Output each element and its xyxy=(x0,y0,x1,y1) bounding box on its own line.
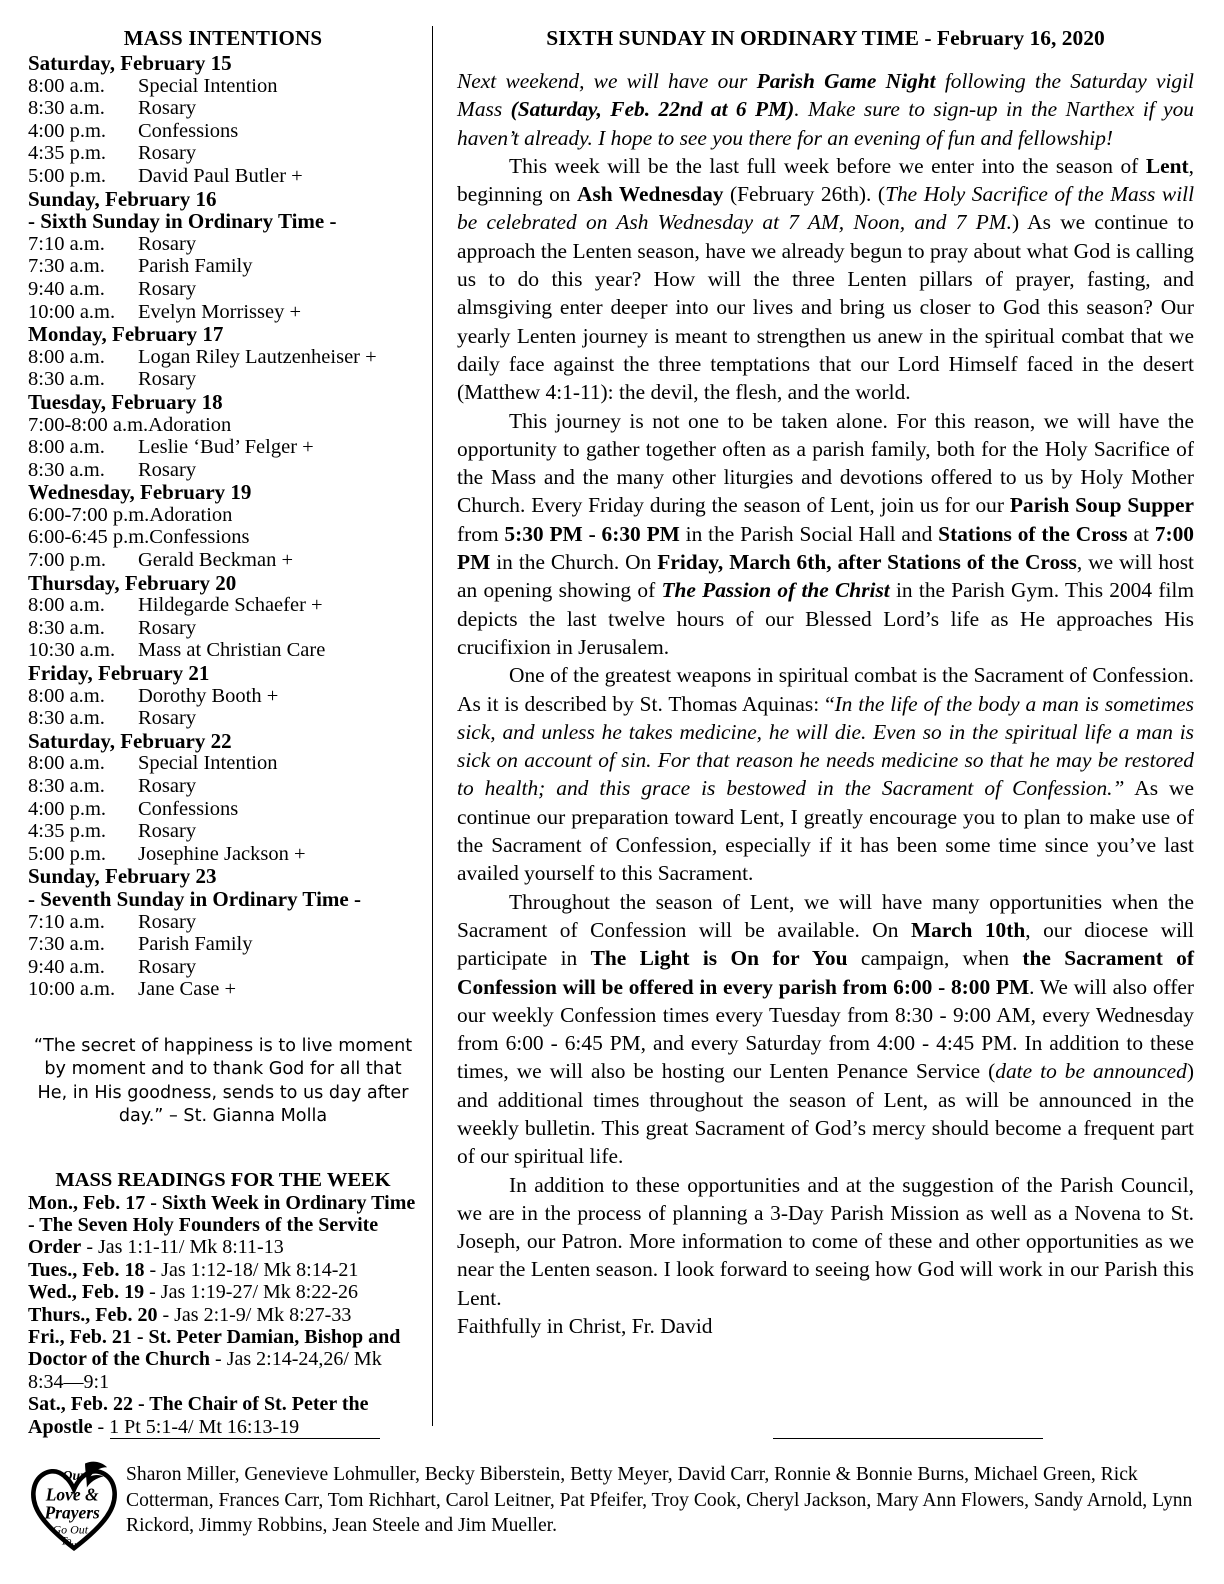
journey-paragraph xyxy=(457,407,1194,662)
mass-time: 6:00-6:45 p.m. xyxy=(28,526,150,549)
mass-detail: Special Intention xyxy=(138,752,278,775)
mass-intention-row xyxy=(28,75,418,98)
footer xyxy=(28,1450,1194,1570)
mass-time: 7:10 a.m. xyxy=(28,910,105,933)
mass-detail: Rosary xyxy=(138,277,197,300)
mass-detail: Rosary xyxy=(138,775,197,797)
march-10-label: March 10th xyxy=(910,917,1026,942)
mass-detail: Rosary xyxy=(138,616,197,639)
mass-time: 4:35 p.m. xyxy=(28,142,107,165)
mass-detail: Adoration xyxy=(149,503,233,526)
mass-intention-row xyxy=(28,233,418,256)
mass-day-heading: Sunday, February 23 xyxy=(28,864,217,889)
intro-text-1: Next weekend, we will have our xyxy=(457,69,757,93)
soup-supper-time: 5:30 PM - 6:30 PM xyxy=(504,521,680,546)
mass-detail: Rosary xyxy=(138,910,197,933)
opportunities-text-4: . We will also offer our weekly Confession times every Tuesday from 8:30 - 9:00 AM, every Wednesday from 6:00 - 6:45 PM, and every Saturday from 4:00 - 4:45 PM. In addition to these times, we will also be hosting our Lenten Penance Service ( xyxy=(457,974,1194,1084)
mass-day-heading: Wednesday, February 19 xyxy=(28,480,252,505)
mass-intention-row xyxy=(28,504,418,527)
reading-row xyxy=(28,1393,418,1438)
journey-text-1: This journey is not one to be taken alone. For this reason, we will have the opportunity to gather together often as a parish family, both for the Holy Sacrifice of the Mass and the many other liturgies and devotions offered to us by Holy Mother Church. Every Friday during the season of Lent, join us for our xyxy=(457,408,1194,518)
mass-detail: Parish Family xyxy=(138,255,253,278)
mass-detail: David Paul Butler + xyxy=(138,164,303,187)
reading-day-label: Sat., Feb. 22 - The Chair of St. Peter the Apostle xyxy=(28,1393,369,1438)
penance-service-date-note: date to be announced xyxy=(995,1059,1187,1084)
reading-day-label: Fri., Feb. 21 - St. Peter Damian, Bishop and Doctor of the Church xyxy=(28,1326,401,1371)
svg-text:Our: Our xyxy=(62,1468,86,1484)
intro-text-3: . Make sure to sign-up in the Narthex if you haven’t already. I hope to see you there for an evening of fun and fellowship! xyxy=(457,97,1195,150)
mass-time: 8:00 a.m. xyxy=(28,436,105,459)
mass-detail: Adoration xyxy=(148,413,232,436)
mass-day-heading: Saturday, February 15 xyxy=(28,51,232,75)
mass-detail: Rosary xyxy=(138,820,197,843)
mass-intention-row xyxy=(28,278,418,301)
mass-detail: Jane Case + xyxy=(138,978,237,1001)
bulletin-header: SIXTH SUNDAY IN ORDINARY TIME - February 16, 2020 xyxy=(546,26,1105,50)
mass-intention-row xyxy=(28,911,418,934)
mass-time: 8:30 a.m. xyxy=(28,368,105,391)
reading-citation: - Jas 1:1-11/ Mk 8:11-13 xyxy=(81,1236,284,1259)
mass-time: 7:00 p.m. xyxy=(28,549,107,572)
love-and-prayers-heart-dove-icon xyxy=(28,1456,120,1552)
reading-day-label: Thurs., Feb. 20 xyxy=(28,1303,158,1326)
mass-time: 7:30 a.m. xyxy=(28,933,105,956)
mass-intention-row xyxy=(28,142,418,165)
mass-time: 8:00 a.m. xyxy=(28,752,105,775)
reading-day-label: Tues., Feb. 18 xyxy=(28,1258,145,1281)
mass-intention-row xyxy=(28,617,418,640)
parish-game-night-label: Parish Game Night xyxy=(756,69,936,93)
mass-time: 10:30 a.m. xyxy=(28,639,116,662)
mass-intention-row xyxy=(28,436,418,459)
journey-text-2: from xyxy=(457,521,505,546)
ash-wednesday-label: Ash Wednesday xyxy=(577,182,724,207)
mass-time: 5:00 p.m. xyxy=(28,164,107,187)
confession-paragraph xyxy=(457,661,1194,887)
lent-text-4: ) As we continue to approach the Lenten season, have we already begun to pray about what God is calling us to do this year? How will the three Lenten pillars of prayer, fasting, and almsgiving enter deeper into our lives and bring us closer to God this season? Our yearly Lenten journey is meant to strengthen us anew in the spiritual combat that we daily face against the three temptations that our Lord Himself faced in the desert (Matthew 4:1-11): the devil, the flesh, and the world. xyxy=(457,210,1194,405)
lent-text-1: This week will be the last full week before we enter into the season of xyxy=(509,153,1146,178)
journey-text-6: , we will host an opening showing of xyxy=(457,550,1194,603)
mass-time: 8:00 a.m. xyxy=(28,74,105,97)
mass-day-subheading: - Sixth Sunday in Ordinary Time - xyxy=(28,209,337,234)
ash-wednesday-mass-times: The Holy Sacrifice of the Mass will be celebrated on Ash Wednesday at 7 AM, Noon, and 7 PM. xyxy=(457,182,1195,235)
journey-text-4: at xyxy=(1127,521,1155,546)
mass-readings-title: MASS READINGS FOR THE WEEK xyxy=(55,1168,391,1191)
mass-time: 6:00-7:00 p.m. xyxy=(28,503,150,526)
reading-row xyxy=(28,1326,418,1393)
reading-row xyxy=(28,1259,418,1281)
mass-time: 4:35 p.m. xyxy=(28,820,107,843)
mass-time: 10:00 a.m. xyxy=(28,300,116,323)
mission-paragraph: In addition to these opportunities and at the suggestion of the Parish Council, we are in the process of planning a 3-Day Parish Mission as well as a Novena to St. Joseph, our Patron. More information to come of these and other opportunities as we near the Lenten season. I look forward to seeing how God will work in our Parish this Lent. xyxy=(457,1172,1194,1310)
quote-block xyxy=(30,1035,416,1129)
mass-time: 8:00 a.m. xyxy=(28,684,105,707)
two-column-layout xyxy=(28,26,1194,1436)
mass-time: 5:00 p.m. xyxy=(28,842,107,865)
svg-text:Love &: Love & xyxy=(45,1484,99,1505)
mass-time: 7:10 a.m. xyxy=(28,232,105,255)
mass-detail: Gerald Beckman + xyxy=(138,549,294,572)
mass-time: 8:30 a.m. xyxy=(28,97,105,120)
mass-intention-row xyxy=(28,752,418,775)
mass-intention-row xyxy=(28,843,418,866)
mass-intentions-title: MASS INTENTIONS xyxy=(123,26,323,50)
mass-day-heading: Friday, February 21 xyxy=(28,661,210,686)
reading-citation: - Jas 1:12-18/ Mk 8:14-21 xyxy=(144,1258,359,1281)
mass-intention-row xyxy=(28,933,418,956)
reading-row xyxy=(28,1281,418,1303)
mass-intention-row xyxy=(28,255,418,278)
confession-text-2: As we continue our preparation toward Lent, I greatly encourage you to plan to make use of the Sacrament of Confession, especially if it has been some time since you’ve last availed yourself to this Sacrament. xyxy=(457,776,1194,886)
intro-paragraph xyxy=(457,67,1194,152)
signature-line: Faithfully in Christ, Fr. David xyxy=(457,1314,713,1339)
mass-intention-row xyxy=(28,165,418,188)
lent-text-3: (February 26th). ( xyxy=(723,182,886,207)
right-column xyxy=(451,26,1194,1340)
march-6-event-label: Friday, March 6th, after Stations of the Cross xyxy=(657,550,1077,575)
lent-paragraph xyxy=(457,152,1194,407)
mass-readings-list xyxy=(28,1192,418,1438)
mass-time: 7:00-8:00 a.m. xyxy=(28,413,149,436)
reading-day-label: Mon., Feb. 17 - Sixth Week in Ordinary Time - The Seven Holy Founders of the Servite Order xyxy=(28,1191,416,1259)
mass-intention-row xyxy=(28,639,418,662)
film-title: The Passion of the Christ xyxy=(661,578,890,603)
mass-detail: Rosary xyxy=(138,458,197,481)
opportunities-paragraph xyxy=(457,888,1194,1171)
mass-time: 8:30 a.m. xyxy=(28,775,105,797)
mass-day-heading: Monday, February 17 xyxy=(28,322,224,347)
opportunities-text-1: Throughout the season of Lent, we will have many opportunities when the Sacrament of Confession will be available. On xyxy=(457,889,1194,942)
mass-intention-row xyxy=(28,346,418,369)
mass-detail: Parish Family xyxy=(138,933,253,956)
mass-detail: Rosary xyxy=(138,232,197,255)
mass-day-heading: Sunday, February 16 xyxy=(28,186,217,211)
mass-intention-row xyxy=(28,594,418,617)
footer-rule-right xyxy=(773,1438,1043,1439)
mass-time: 10:00 a.m. xyxy=(28,978,116,1001)
mass-intention-row xyxy=(28,97,418,120)
aquinas-quote: In the life of the body a man is sometimes sick, and unless he takes medicine, he will die. Even so in the spiritual life a man is sick on account of sin. For that reason he needs medicine so that he may be restored to health; and this grace is bestowed in the Sacrament of Confession.” xyxy=(457,691,1194,801)
mass-intention-row xyxy=(28,956,418,979)
mass-day-heading: Saturday, February 22 xyxy=(28,728,232,753)
journey-text-5: in the Church. On xyxy=(490,550,658,575)
mass-intention-row xyxy=(28,775,418,798)
reading-citation: - Jas 2:14-24,26/ Mk 8:34—9:1 xyxy=(28,1348,382,1393)
mass-intention-row xyxy=(28,978,418,1001)
mass-time: 8:30 a.m. xyxy=(28,616,105,639)
opportunities-text-5: ) and additional times throughout the season of Lent, as will be announced in the weekly bulletin. This great Sacrament of God’s mercy should become a frequent part of our spiritual life. xyxy=(457,1059,1194,1169)
mass-detail: Confessions xyxy=(138,797,239,820)
mass-intention-row xyxy=(28,459,418,482)
mass-intention-row xyxy=(28,685,418,708)
opportunities-text-2: , our diocese will participate in xyxy=(457,917,1195,971)
mass-time: 8:30 a.m. xyxy=(28,707,105,730)
stations-time: 7:00 PM xyxy=(457,521,1194,575)
mass-detail: Mass at Christian Care xyxy=(138,639,326,662)
mass-intention-row xyxy=(28,820,418,843)
footer-rule-left xyxy=(110,1438,380,1439)
lent-text-2: , beginning on xyxy=(457,153,1194,207)
mass-detail: Confessions xyxy=(138,119,239,142)
mass-detail: Leslie ‘Bud’ Felger + xyxy=(138,436,314,459)
mass-detail: Dorothy Booth + xyxy=(138,684,279,707)
left-column xyxy=(28,26,432,1438)
quote-text: “The secret of happiness is to live moment by moment and to thank God for all that He, in His goodness, sends to us day after day.” – St. Gianna Molla xyxy=(33,1035,413,1127)
reading-day-label: Wed., Feb. 19 xyxy=(28,1281,145,1304)
mass-intention-row xyxy=(28,798,418,821)
mass-detail: Hildegarde Schaefer + xyxy=(138,594,323,617)
mass-detail: Evelyn Morrissey + xyxy=(138,300,302,323)
mass-day-heading: Tuesday, February 18 xyxy=(28,389,223,414)
reading-citation: - Jas 1:19-27/ Mk 8:22-26 xyxy=(144,1281,359,1304)
mass-intention-row xyxy=(28,120,418,143)
light-is-on-campaign-label: The Light is On for You xyxy=(590,946,848,971)
mass-detail: Confessions xyxy=(149,526,250,549)
svg-text:Prayers: Prayers xyxy=(44,1502,100,1523)
mass-detail: Rosary xyxy=(138,142,197,165)
mass-intention-row xyxy=(28,414,418,437)
mass-intention-row xyxy=(28,368,418,391)
mass-detail: Special Intention xyxy=(138,74,278,97)
game-night-datetime: (Saturday, Feb. 22nd at 6 PM) xyxy=(510,97,795,122)
intro-text-2: following the Saturday vigil Mass xyxy=(457,69,1194,122)
mass-time: 8:00 a.m. xyxy=(28,345,105,368)
mass-day-subheading: - Seventh Sunday in Ordinary Time - xyxy=(28,886,361,911)
mass-detail: Logan Riley Lautzenheiser + xyxy=(138,345,377,368)
opportunities-text-3: campaign, when xyxy=(847,946,1023,971)
mass-detail: Rosary xyxy=(138,97,197,120)
mass-time: 7:30 a.m. xyxy=(28,255,105,278)
stations-of-the-cross-label: Stations of the Cross xyxy=(938,521,1128,546)
mass-intention-row xyxy=(28,526,418,549)
diocesan-confession-times: the Sacrament of Confession will be offered in every parish from 6:00 - 8:00 PM xyxy=(457,946,1194,999)
mass-intentions-schedule xyxy=(28,52,418,1001)
parish-soup-supper-label: Parish Soup Supper xyxy=(1009,493,1194,518)
mass-time: 4:00 p.m. xyxy=(28,797,107,820)
mass-intention-row xyxy=(28,707,418,730)
reading-row xyxy=(28,1304,418,1326)
journey-text-7: in the Parish Gym. This 2004 film depicts the last twelve hours of our Blessed Lord’s life as He approaches His crucifixion in Jerusalem. xyxy=(457,578,1194,659)
mass-detail: Rosary xyxy=(138,955,197,978)
prayer-names-list: Sharon Miller, Genevieve Lohmuller, Becky Biberstein, Betty Meyer, David Carr, Ronnie & Bonnie Burns, Michael Green, Rick Cotterman, Frances Carr, Tom Richhart, Carol Leitner, Pat Pfeifer, Troy Cook, Cheryl Jackson, Mary Ann Flowers, Sandy Arnold, Lynn Rickord, Jimmy Robbins, Jean Steele and Jim Mueller. xyxy=(126,1464,1193,1537)
mass-detail: Rosary xyxy=(138,368,197,391)
mass-time: 8:00 a.m. xyxy=(28,594,105,617)
reading-citation: - Jas 2:1-9/ Mk 8:27-33 xyxy=(157,1303,352,1326)
reading-row xyxy=(28,1192,418,1259)
lent-label: Lent xyxy=(1145,153,1189,178)
mass-intention-row xyxy=(28,549,418,572)
mass-day-heading: Thursday, February 20 xyxy=(28,570,237,595)
mass-detail: Rosary xyxy=(138,707,197,730)
svg-text:Go Out: Go Out xyxy=(52,1522,89,1537)
mass-time: 8:30 a.m. xyxy=(28,458,105,481)
svg-text:To...: To... xyxy=(60,1535,80,1548)
confession-text-1: One of the greatest weapons in spiritual combat is the Sacrament of Confession. As it is described by St. Thomas Aquinas: “ xyxy=(457,663,1194,716)
mass-time: 9:40 a.m. xyxy=(28,277,105,300)
mass-detail: Josephine Jackson + xyxy=(138,842,306,865)
mass-time: 4:00 p.m. xyxy=(28,119,107,142)
column-divider xyxy=(432,26,433,1426)
mass-intention-row xyxy=(28,301,418,324)
mass-time: 9:40 a.m. xyxy=(28,955,105,978)
reading-citation: - 1 Pt 5:1-4/ Mt 16:13-19 xyxy=(92,1415,300,1438)
journey-text-3: in the Parish Social Hall and xyxy=(679,521,939,546)
